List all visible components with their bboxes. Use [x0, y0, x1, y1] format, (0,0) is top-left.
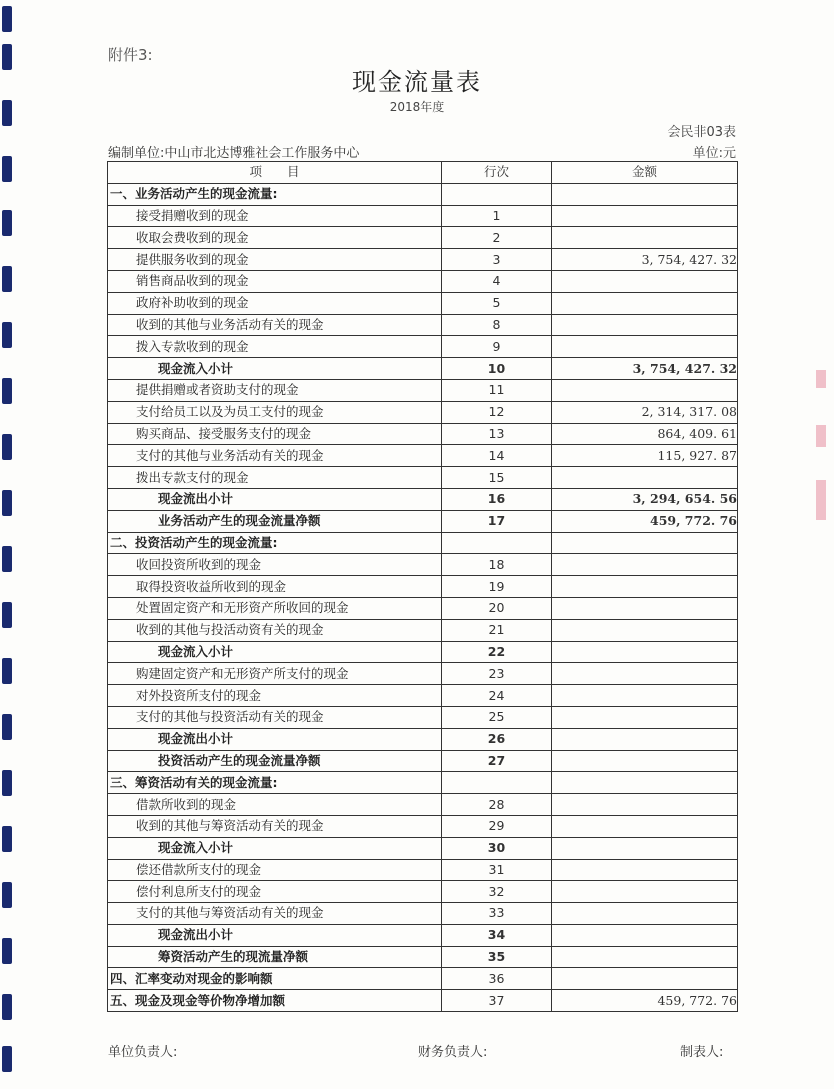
row-item-label: 现金流出小计: [108, 924, 442, 946]
row-amount: [552, 227, 738, 249]
row-amount: [552, 772, 738, 794]
table-row: [108, 750, 738, 772]
row-amount: 459, 772. 76: [552, 990, 738, 1012]
row-item-label: 取得投资收益所收到的现金: [108, 576, 442, 598]
row-amount: [552, 837, 738, 859]
table-row: [108, 597, 738, 619]
table-row: [108, 423, 738, 445]
binding-hole: [2, 266, 12, 292]
row-item-label: 支付的其他与投资活动有关的现金: [108, 706, 442, 728]
row-amount: 3, 754, 427. 32: [552, 358, 738, 380]
row-line-number: 28: [442, 794, 552, 816]
row-item-label: 四、汇率变动对现金的影响额: [108, 968, 442, 990]
row-item-label: 收到的其他与筹资活动有关的现金: [108, 815, 442, 837]
row-line-number: 13: [442, 423, 552, 445]
table-row: [108, 685, 738, 707]
row-line-number: 22: [442, 641, 552, 663]
row-item-label: 偿还借款所支付的现金: [108, 859, 442, 881]
row-amount: [552, 205, 738, 227]
row-item-label: 现金流入小计: [108, 358, 442, 380]
row-item-label: 筹资活动产生的现流量净额: [108, 946, 442, 968]
binding-holes: [0, 0, 20, 1089]
table-row: [108, 183, 738, 205]
row-item-label: 支付给员工以及为员工支付的现金: [108, 401, 442, 423]
row-amount: 2, 314, 317. 08: [552, 401, 738, 423]
row-item-label: 拨入专款收到的现金: [108, 336, 442, 358]
row-amount: [552, 336, 738, 358]
table-row: [108, 336, 738, 358]
row-line-number: [442, 772, 552, 794]
row-line-number: 21: [442, 619, 552, 641]
row-item-label: 二、投资活动产生的现金流量:: [108, 532, 442, 554]
row-amount: [552, 859, 738, 881]
row-line-number: 24: [442, 685, 552, 707]
row-line-number: 30: [442, 837, 552, 859]
row-item-label: 支付的其他与筹资活动有关的现金: [108, 903, 442, 925]
row-line-number: 5: [442, 292, 552, 314]
table-row: [108, 706, 738, 728]
table-row: [108, 619, 738, 641]
row-line-number: 37: [442, 990, 552, 1012]
column-header-item: 项 目: [108, 162, 442, 184]
table-row: [108, 379, 738, 401]
row-line-number: 14: [442, 445, 552, 467]
row-amount: 3, 754, 427. 32: [552, 249, 738, 271]
organization-label: 编制单位:中山市北达博雅社会工作服务中心: [108, 146, 360, 161]
table-row: [108, 227, 738, 249]
binding-hole: [2, 156, 12, 182]
row-line-number: [442, 532, 552, 554]
row-amount: [552, 532, 738, 554]
table-row: [108, 924, 738, 946]
row-amount: 459, 772. 76: [552, 510, 738, 532]
row-line-number: 1: [442, 205, 552, 227]
row-amount: [552, 379, 738, 401]
table-row: [108, 859, 738, 881]
row-line-number: 2: [442, 227, 552, 249]
row-amount: 115, 927. 87: [552, 445, 738, 467]
table-row: [108, 641, 738, 663]
row-line-number: 9: [442, 336, 552, 358]
row-line-number: 11: [442, 379, 552, 401]
binding-hole: [2, 434, 12, 460]
cash-flow-table: [107, 161, 738, 1012]
binding-hole: [2, 882, 12, 908]
table-row: [108, 772, 738, 794]
row-amount: [552, 881, 738, 903]
binding-hole: [2, 378, 12, 404]
row-line-number: 34: [442, 924, 552, 946]
row-amount: 864, 409. 61: [552, 423, 738, 445]
table-row: [108, 663, 738, 685]
row-line-number: 10: [442, 358, 552, 380]
row-amount: 3, 294, 654. 56: [552, 488, 738, 510]
table-row: [108, 249, 738, 271]
table-row: [108, 488, 738, 510]
row-amount: [552, 946, 738, 968]
row-amount: [552, 554, 738, 576]
form-number: 会民非03表: [667, 125, 736, 140]
row-amount: [552, 576, 738, 598]
column-header-amount: 金额: [552, 162, 738, 184]
row-item-label: 偿付利息所支付的现金: [108, 881, 442, 903]
row-line-number: 23: [442, 663, 552, 685]
table-row: [108, 358, 738, 380]
table-row: [108, 968, 738, 990]
row-amount: [552, 794, 738, 816]
row-item-label: 提供服务收到的现金: [108, 249, 442, 271]
row-line-number: 4: [442, 270, 552, 292]
unit-label: 单位:元: [692, 146, 736, 161]
stamp-edge-mark: [816, 425, 826, 447]
row-line-number: 8: [442, 314, 552, 336]
row-line-number: 32: [442, 881, 552, 903]
binding-hole: [2, 714, 12, 740]
table-row: [108, 990, 738, 1012]
binding-hole: [2, 770, 12, 796]
row-line-number: 3: [442, 249, 552, 271]
table-row: [108, 728, 738, 750]
table-row: [108, 903, 738, 925]
row-item-label: 拨出专款支付的现金: [108, 467, 442, 489]
row-amount: [552, 183, 738, 205]
table-body: [108, 183, 738, 1011]
row-amount: [552, 924, 738, 946]
stamp-edge-mark: [816, 370, 826, 388]
row-line-number: 36: [442, 968, 552, 990]
table-row: [108, 794, 738, 816]
table-row: [108, 445, 738, 467]
row-item-label: 现金流入小计: [108, 641, 442, 663]
row-item-label: 购买商品、接受服务支付的现金: [108, 423, 442, 445]
row-line-number: 33: [442, 903, 552, 925]
table-row: [108, 815, 738, 837]
table-row: [108, 510, 738, 532]
row-item-label: 现金流出小计: [108, 728, 442, 750]
preparer-signature: 制表人:: [680, 1045, 724, 1060]
row-item-label: 一、业务活动产生的现金流量:: [108, 183, 442, 205]
row-item-label: 提供捐赠或者资助支付的现金: [108, 379, 442, 401]
row-amount: [552, 270, 738, 292]
row-line-number: 19: [442, 576, 552, 598]
row-amount: [552, 706, 738, 728]
row-line-number: 12: [442, 401, 552, 423]
row-item-label: 政府补助收到的现金: [108, 292, 442, 314]
row-amount: [552, 619, 738, 641]
table-row: [108, 881, 738, 903]
unit-head-signature: 单位负责人:: [108, 1045, 178, 1060]
table-row: [108, 837, 738, 859]
row-line-number: 18: [442, 554, 552, 576]
table-header-row: [108, 162, 738, 184]
row-line-number: 15: [442, 467, 552, 489]
table-row: [108, 205, 738, 227]
row-item-label: 收取会费收到的现金: [108, 227, 442, 249]
row-item-label: 投资活动产生的现金流量净额: [108, 750, 442, 772]
table-row: [108, 946, 738, 968]
row-line-number: 17: [442, 510, 552, 532]
stamp-edge-mark: [816, 480, 826, 520]
table-row: [108, 292, 738, 314]
table-row: [108, 314, 738, 336]
table-row: [108, 467, 738, 489]
row-item-label: 接受捐赠收到的现金: [108, 205, 442, 227]
row-line-number: 35: [442, 946, 552, 968]
row-amount: [552, 685, 738, 707]
row-amount: [552, 903, 738, 925]
row-line-number: [442, 183, 552, 205]
report-year: 2018年度: [389, 100, 445, 114]
table-row: [108, 401, 738, 423]
table-row: [108, 576, 738, 598]
row-item-label: 购建固定资产和无形资产所支付的现金: [108, 663, 442, 685]
row-line-number: 31: [442, 859, 552, 881]
row-amount: [552, 467, 738, 489]
row-item-label: 销售商品收到的现金: [108, 270, 442, 292]
row-line-number: 26: [442, 728, 552, 750]
row-line-number: 27: [442, 750, 552, 772]
binding-hole: [2, 1046, 12, 1072]
row-item-label: 收到的其他与投活动资有关的现金: [108, 619, 442, 641]
row-amount: [552, 968, 738, 990]
binding-hole: [2, 826, 12, 852]
row-item-label: 三、筹资活动有关的现金流量:: [108, 772, 442, 794]
binding-hole: [2, 938, 12, 964]
row-item-label: 现金流入小计: [108, 837, 442, 859]
attachment-label: 附件3:: [108, 46, 153, 64]
table-row: [108, 532, 738, 554]
table-row: [108, 554, 738, 576]
row-item-label: 现金流出小计: [108, 488, 442, 510]
row-line-number: 29: [442, 815, 552, 837]
row-item-label: 五、现金及现金等价物净增加额: [108, 990, 442, 1012]
row-item-label: 收到的其他与业务活动有关的现金: [108, 314, 442, 336]
finance-head-signature: 财务负责人:: [418, 1045, 488, 1060]
row-line-number: 16: [442, 488, 552, 510]
column-header-line: 行次: [442, 162, 552, 184]
row-item-label: 对外投资所支付的现金: [108, 685, 442, 707]
row-amount: [552, 292, 738, 314]
row-amount: [552, 728, 738, 750]
row-amount: [552, 641, 738, 663]
table-row: [108, 270, 738, 292]
binding-hole: [2, 658, 12, 684]
row-item-label: 借款所收到的现金: [108, 794, 442, 816]
row-item-label: 业务活动产生的现金流量净额: [108, 510, 442, 532]
row-item-label: 处置固定资产和无形资产所收回的现金: [108, 597, 442, 619]
binding-hole: [2, 6, 12, 32]
row-item-label: 收回投资所收到的现金: [108, 554, 442, 576]
binding-hole: [2, 546, 12, 572]
binding-hole: [2, 602, 12, 628]
row-line-number: 20: [442, 597, 552, 619]
binding-hole: [2, 322, 12, 348]
binding-hole: [2, 490, 12, 516]
row-amount: [552, 314, 738, 336]
row-amount: [552, 750, 738, 772]
binding-hole: [2, 994, 12, 1020]
row-amount: [552, 815, 738, 837]
row-amount: [552, 597, 738, 619]
row-item-label: 支付的其他与业务活动有关的现金: [108, 445, 442, 467]
binding-hole: [2, 210, 12, 236]
row-amount: [552, 663, 738, 685]
page-title: 现金流量表: [352, 68, 482, 96]
row-line-number: 25: [442, 706, 552, 728]
